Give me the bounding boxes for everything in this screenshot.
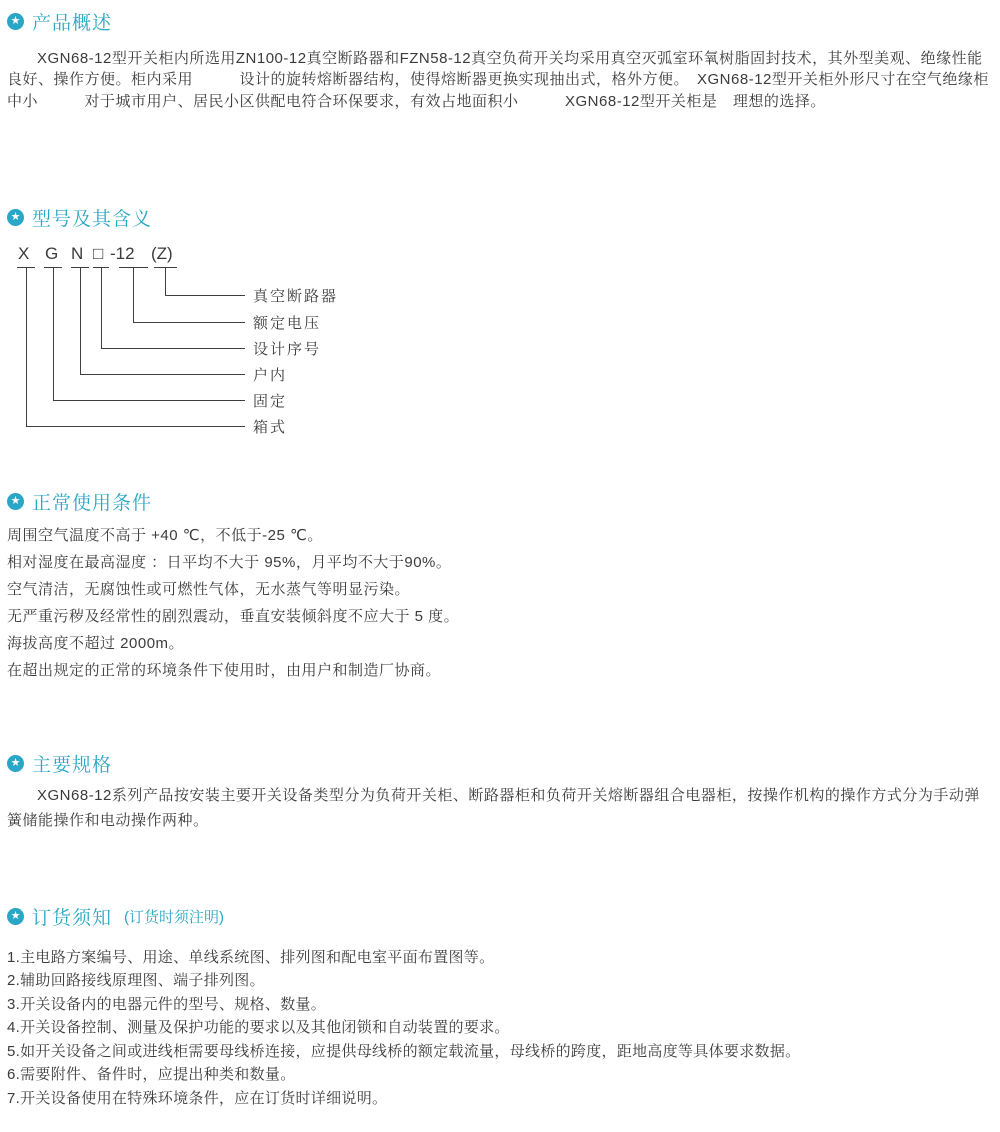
diagram-label-design: 设计序号 xyxy=(253,340,322,358)
code-segment-box: □ xyxy=(93,243,104,263)
connector-line-vertical xyxy=(26,268,27,426)
conditions-list xyxy=(7,522,993,684)
star-bullet-icon: ★ xyxy=(7,13,24,30)
overview-paragraph: XGN68-12型开关柜内所选用ZN100-12真空断路器和FZN58-12真空负荷开关均采用真空灭弧室环氧树脂固封技术，其外型美观、绝缘性能良好、操作方便。柜内采用 设计的旋转熔断器结构，使得熔断器更换实现抽出式，格外方便。 XGN68-12型开关柜外形尺寸在空气绝缘柜中小 对于城市用户、居民小区供配电符合环保要求，有效占地面积小 XGN68-12型开关柜是 理想的选择。 xyxy=(7,50,989,110)
condition-item: 在超出规定的正常的环境条件下使用时，由用户和制造厂协商。 xyxy=(7,661,442,679)
connector-line-vertical xyxy=(133,268,134,322)
star-bullet-icon: ★ xyxy=(7,908,24,925)
diagram-label-breaker: 真空断路器 xyxy=(253,287,339,305)
section-title-ordering: 订货须知 xyxy=(32,908,113,930)
section-conditions xyxy=(7,491,993,684)
specs-paragraph: XGN68-12系列产品按安装主要开关设备类型分为负荷开关柜、断路器柜和负荷开关熔断器组合电器柜，按操作机构的操作方式分为手动弹簧储能操作和电动操作两种。 xyxy=(7,786,980,829)
code-segment-g: G xyxy=(45,243,59,263)
connector-line-horizontal xyxy=(133,322,245,323)
connector-line-vertical xyxy=(165,268,166,295)
section-title-specs: 主要规格 xyxy=(32,755,113,777)
diagram-label-voltage: 额定电压 xyxy=(253,314,322,332)
diagram-label-fixed: 固定 xyxy=(253,392,288,410)
code-segment-x: X xyxy=(18,243,30,263)
section-header xyxy=(7,906,993,928)
code-segment-n: N xyxy=(71,243,84,263)
star-bullet-icon: ★ xyxy=(7,209,24,226)
star-bullet-icon: ★ xyxy=(7,493,24,510)
diagram-label-box: 箱式 xyxy=(253,418,288,436)
ordering-item: 5.如开关设备之间或进线柜需要母线桥连接，应提供母线桥的额定载流量，母线桥的跨度，距地高度等具体要求数据。 xyxy=(7,1042,801,1060)
connector-line-horizontal xyxy=(26,426,245,427)
section-ordering xyxy=(7,906,993,1111)
connector-line-vertical xyxy=(101,268,102,348)
section-header xyxy=(7,753,993,775)
section-title-conditions: 正常使用条件 xyxy=(32,493,153,515)
section-header xyxy=(7,0,993,32)
section-title-overview: 产品概述 xyxy=(32,12,113,34)
code-segment-12: -12 xyxy=(110,243,135,263)
condition-item: 海拔高度不超过 2000m。 xyxy=(7,634,185,652)
connector-line-horizontal xyxy=(165,295,245,296)
connector-line-vertical xyxy=(53,268,54,400)
ordering-item: 6.需要附件、备件时，应提出种类和数量。 xyxy=(7,1066,296,1084)
section-specs xyxy=(7,753,993,833)
diagram-label-indoor: 户内 xyxy=(253,366,288,384)
condition-item: 相对湿度在最高湿度 ：日平均不大于 95%，月平均不大于90%。 xyxy=(7,553,452,571)
ordering-list xyxy=(7,946,993,1111)
condition-item: 空气清洁，无腐蚀性或可燃性气体，无水蒸气等明显污染。 xyxy=(7,580,411,598)
ordering-item: 4.开关设备控制、测量及保护功能的要求以及其他闭锁和自动装置的要求。 xyxy=(7,1019,510,1037)
section-header xyxy=(7,491,993,513)
ordering-item: 3.开关设备内的电器元件的型号、规格、数量。 xyxy=(7,995,327,1013)
ordering-item: 7.开关设备使用在特殊环境条件，应在订货时详细说明。 xyxy=(7,1089,388,1107)
ordering-item: 1.主电路方案编号、用途、单线系统图、排列图和配电室平面布置图等。 xyxy=(7,948,495,966)
model-code-diagram xyxy=(10,244,993,444)
condition-item: 周围空气温度不高于 +40 ℃，不低于-25 ℃。 xyxy=(7,526,323,544)
ordering-item: 2.辅助回路接线原理图、端子排列图。 xyxy=(7,972,265,990)
section-subtitle-ordering: (订货时须注明) xyxy=(124,909,225,927)
connector-line-horizontal xyxy=(80,374,245,375)
connector-line-vertical xyxy=(80,268,81,374)
star-bullet-icon: ★ xyxy=(7,755,24,772)
condition-item: 无严重污秽及经常性的剧烈震动，垂直安装倾斜度不应大于 5 度。 xyxy=(7,607,460,625)
section-title-model: 型号及其含义 xyxy=(32,209,153,231)
connector-line-horizontal xyxy=(53,400,245,401)
section-overview xyxy=(7,0,993,112)
connector-line-horizontal xyxy=(101,348,245,349)
section-header xyxy=(7,207,993,229)
code-segment-z: (Z) xyxy=(151,243,173,263)
section-model xyxy=(7,207,993,444)
